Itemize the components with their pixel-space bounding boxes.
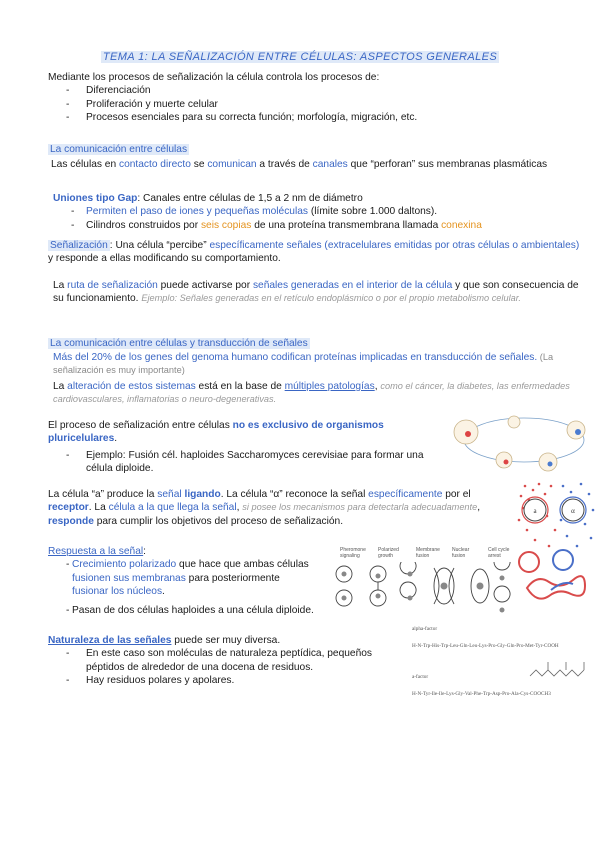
ligand-paragraph: La célula “a” produce la señal ligando. La célula “α” reconoce la señal específicamente por el receptor. La célula a la que llega la señal, si posee los mecanismos para detectarla adecuadamente, responde para cumplir los objetivos del proceso de señalización.: [48, 489, 481, 527]
contact-paragraph: Las células en contacto directo se comunican a través de canales que “perforan” sus membranas plasmáticas: [51, 159, 548, 170]
mating-cells-figure: [515, 480, 597, 610]
section-heading: La comunicación entre células: [50, 144, 188, 155]
list-item: - Pasan de dos células haploides a una célula diploide.: [48, 604, 400, 617]
peptide-sequence: H-N-Trp-His-Trp-Leu-Gln-Leu-Lys-Pro-Gly-Gln-Pro-Met-Tyr-COOH: [412, 642, 559, 649]
senalizacion-label: Señalización: [50, 240, 108, 251]
section-transduction: [48, 337, 586, 350]
pathology-paragraph: La alteración de estos sistemas está en la base de múltiples patologías, como el cáncer, la diabetes, las enfermedades cardiovasculares, inflamatorias o neuro-degenerativas.: [53, 381, 570, 405]
stage-labels: Pheromone signaling Polarized growth Membrane fusion Nuclear fusion Cell cycle arrest: [340, 547, 510, 559]
nature-heading[interactable]: Naturaleza de las señales: [48, 635, 172, 646]
list-item: - Diferenciación: [48, 84, 586, 97]
list-item: - Cilindros construidos por seis copias de una proteína transmembrana llamada conexina: [53, 219, 586, 232]
ruta-paragraph: La ruta de señalización puede activarse por señales generadas en el interior de la célula y que son consecuencia de su funcionamiento. Ejemplo: Señales generadas en el retículo endoplásmico o por el propio metabolismo celular.: [53, 280, 579, 305]
peptide-sequence: H-N-Tyr-Ile-Ile-Lys-Gly-Val-Phe-Trp-Asp-Pro-Ala-Cys-COOCH3: [412, 690, 551, 697]
nature-section: Naturaleza de las señales puede ser muy diversa. - En este caso son moléculas de naturaleza peptídica, pequeños péptidos de alrededor de una docena de residuos. - Hay residuos polares y apolares.: [48, 634, 400, 688]
list-item: - Hay residuos polares y apolares.: [48, 674, 400, 687]
pluricellular-paragraph: El proceso de señalización entre células no es exclusivo de organismos pluricelulares.: [48, 420, 384, 445]
intro-text: Mediante los procesos de señalización la célula controla los procesos de:: [48, 72, 380, 83]
senalizacion-definition: Señalización : Una célula “percibe” específicamente señales (extracelulares emitidas por otras células o ambientales) y responde a ellas modificando su comportamiento.: [48, 240, 580, 265]
intro-list: [48, 84, 586, 124]
list-item: - En este caso son moléculas de naturaleza peptídica, pequeños péptidos de alrededor de una docena de residuos.: [48, 647, 400, 674]
yeast-example: [48, 449, 435, 476]
peptide-label: a-factor: [412, 673, 429, 680]
section-heading: La comunicación entre células y transducción de señales: [50, 338, 308, 349]
svg-text:a: a: [533, 507, 537, 515]
genome-paragraph: Más del 20% de los genes del genoma humano codifican proteínas implicadas en transducción de señales. (La señalización es muy importante): [53, 352, 554, 376]
pathologies-link[interactable]: múltiples patologías: [284, 381, 375, 392]
farnesyl-structure-icon: [528, 658, 592, 690]
list-item: - Crecimiento polarizado que hace que ambas células fusionen sus membranas para posteriormente fusionar los núcleos.: [48, 558, 310, 598]
page-title: TEMA 1: LA SEÑALIZACIÓN ENTRE CÉLULAS: ASPECTOS GENERALES: [102, 51, 498, 63]
gap-junctions: Uniones tipo Gap: Canales entre células de 1,5 a 2 nm de diámetro - Permiten el paso de iones y pequeñas moléculas (límite sobre 1.000 daltons). - Cilindros construidos por seis copias de una proteína transmembrana llamada conexina: [53, 192, 586, 232]
list-item: - Procesos esenciales para su correcta función; morfología, migración, etc.: [48, 111, 586, 124]
intro-section: [48, 71, 586, 125]
list-item: - Permiten el paso de iones y pequeñas moléculas (límite sobre 1.000 daltons).: [53, 205, 586, 218]
list-item: - Ejemplo: Fusión cél. haploides Saccharomyces cerevisiae para formar una célula diploide.: [48, 449, 435, 476]
list-item: - Proliferación y muerte celular: [48, 98, 586, 111]
gap-title: Uniones tipo Gap: [53, 193, 138, 204]
response-stages-figure: [330, 562, 520, 614]
section-communication: [48, 143, 586, 156]
svg-text:α: α: [571, 507, 575, 515]
response-heading[interactable]: Respuesta a la señal: [48, 546, 144, 557]
peptide-label: alpha-factor: [412, 626, 438, 632]
response-section: Respuesta a la señal: - Crecimiento polarizado que hace que ambas células fusionen sus membranas para posteriormente fusionar los núcleos.: [48, 545, 310, 599]
signaling-cycle-figure: [446, 408, 596, 476]
